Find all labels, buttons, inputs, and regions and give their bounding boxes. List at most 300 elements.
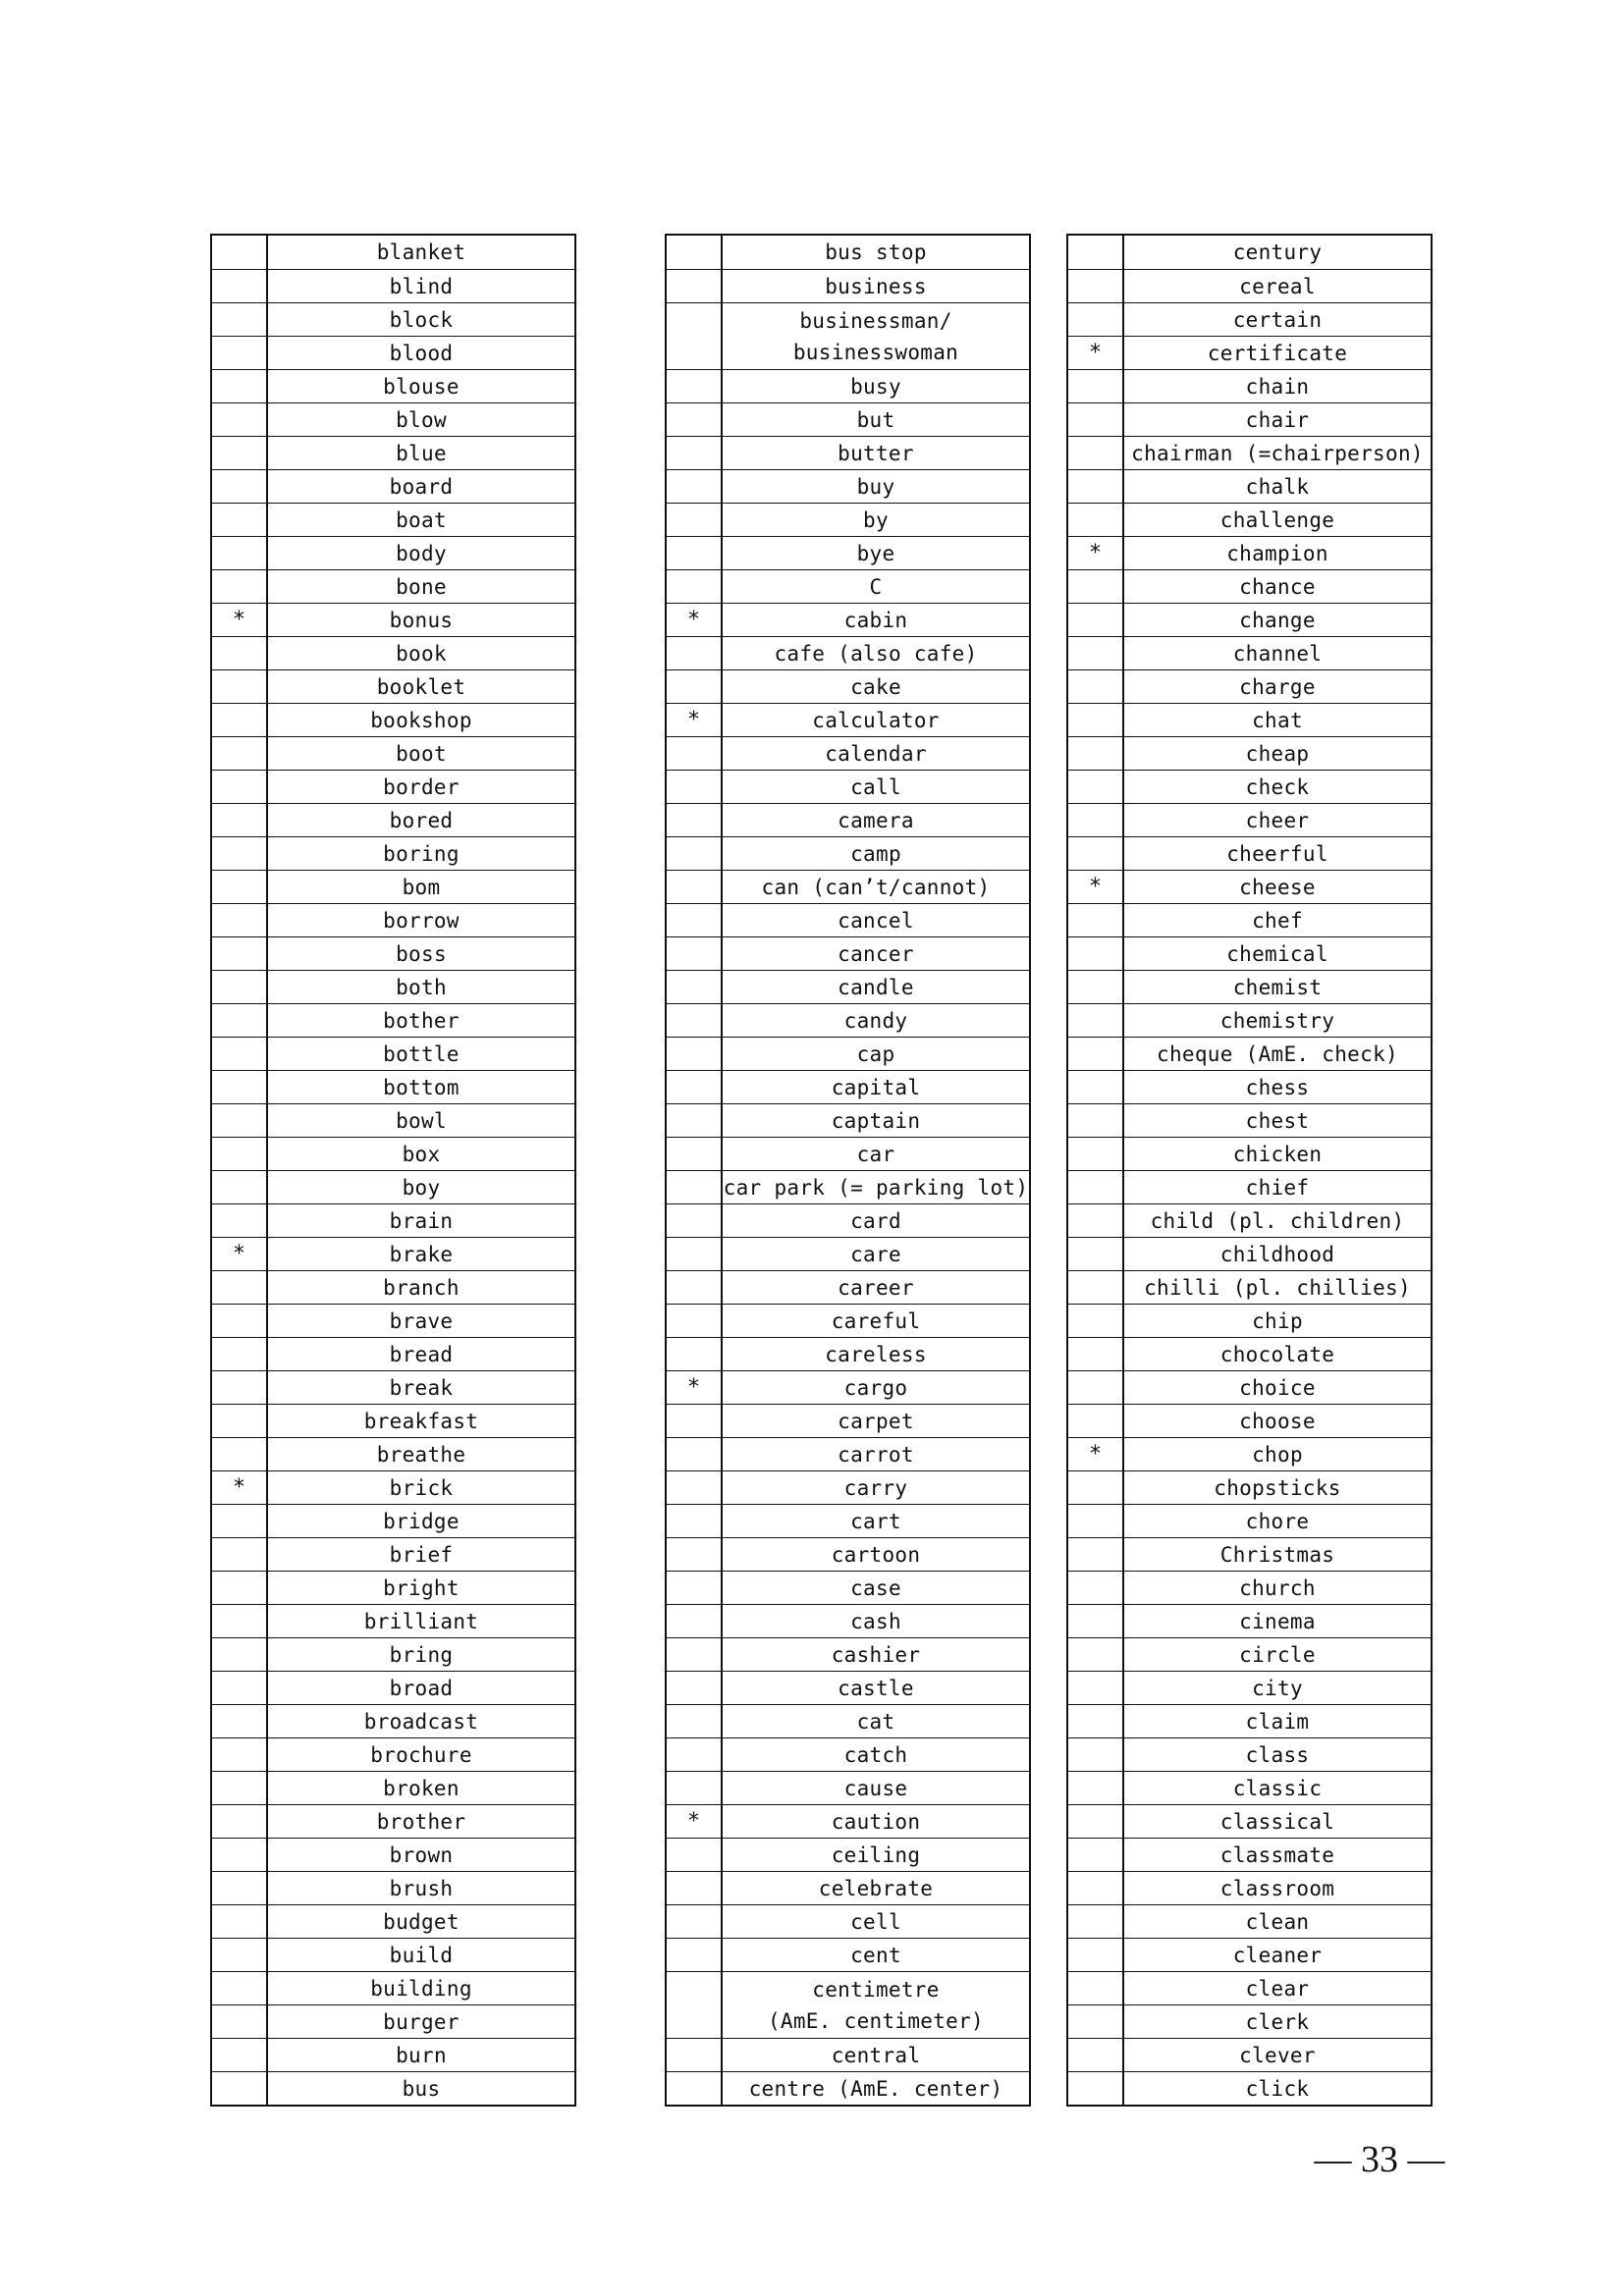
star-mark-cell (667, 2039, 723, 2071)
star-mark-cell (212, 704, 268, 736)
table-row (212, 936, 574, 970)
star-mark-cell (667, 804, 723, 836)
vocabulary-word: chair (1245, 407, 1310, 432)
table-row (667, 1170, 1029, 1203)
vocabulary-word: certain (1232, 307, 1323, 332)
vocabulary-word: cheer (1245, 808, 1310, 832)
star-mark-cell (1068, 804, 1124, 836)
star-mark-cell (212, 1805, 268, 1838)
star-mark-cell (1068, 403, 1124, 436)
vocabulary-word: celebrate (818, 1876, 934, 1900)
vocabulary-word: check (1245, 774, 1310, 799)
star-mark-cell (1068, 1572, 1124, 1604)
table-row (212, 269, 574, 302)
vocabulary-word: chore (1245, 1509, 1310, 1533)
table-row (667, 2071, 1029, 2105)
star-mark-cell (212, 1839, 268, 1871)
table-row (1068, 569, 1431, 603)
vocabulary-word: castle (838, 1676, 914, 1700)
table-row (212, 870, 574, 903)
vocabulary-word: bus (402, 2076, 441, 2101)
vocabulary-word: cargo (843, 1375, 908, 1400)
table-row (212, 1838, 574, 1871)
star-mark-cell (667, 1004, 723, 1037)
star-mark-cell (667, 1271, 723, 1304)
star-mark-cell: * (667, 1371, 723, 1404)
vocabulary-word: by (863, 507, 889, 532)
star-mark-cell (212, 1905, 268, 1938)
vocabulary-word: centimetre (AmE. centimeter) (767, 1977, 985, 2033)
vocabulary-word: champion (1226, 541, 1328, 565)
star-mark-cell (667, 1038, 723, 1070)
vocabulary-word: boring (383, 841, 460, 866)
table-row (1068, 269, 1431, 302)
vocabulary-word: bottom (383, 1075, 460, 1099)
vocabulary-word: budget (383, 1909, 460, 1934)
table-row (212, 1404, 574, 1437)
table-row (667, 1470, 1029, 1504)
table-row (1068, 2004, 1431, 2038)
star-mark-cell (667, 1138, 723, 1170)
star-mark-cell (667, 1338, 723, 1370)
vocabulary-word: C (869, 574, 883, 599)
table-row (212, 336, 574, 369)
table-row (1068, 1237, 1431, 1270)
table-row (1068, 236, 1431, 269)
star-mark-cell (212, 904, 268, 936)
vocabulary-word: bridge (383, 1509, 460, 1533)
table-row (667, 836, 1029, 870)
table-row (667, 436, 1029, 469)
table-row (212, 1604, 574, 1637)
vocabulary-word: chip (1252, 1308, 1303, 1333)
star-mark-cell (212, 1738, 268, 1771)
vocabulary-word: chest (1245, 1108, 1310, 1133)
table-row (212, 603, 574, 636)
vocabulary-word: board (389, 474, 454, 499)
star-mark-cell (1068, 937, 1124, 970)
vocabulary-word: class (1245, 1742, 1310, 1767)
table-row (212, 1571, 574, 1604)
table-row (212, 569, 574, 603)
star-mark-cell (667, 1071, 723, 1103)
star-mark-cell (1068, 1939, 1124, 1971)
star-mark-cell (212, 2039, 268, 2071)
vocabulary-word: blind (389, 274, 454, 298)
vocabulary-word: blood (389, 341, 454, 365)
vocabulary-word: circle (1239, 1642, 1316, 1667)
vocabulary-word: chess (1245, 1075, 1310, 1099)
vocabulary-word: camera (838, 808, 914, 832)
table-row (212, 1737, 574, 1771)
vocabulary-word: bright (383, 1575, 460, 1600)
table-row (212, 836, 574, 870)
vocabulary-word: boot (396, 741, 447, 766)
table-row (212, 1137, 574, 1170)
table-row (667, 2038, 1029, 2071)
star-mark-cell (212, 1939, 268, 1971)
star-mark-cell (1068, 1605, 1124, 1637)
table-row (212, 1304, 574, 1337)
vocabulary-word: brain (389, 1208, 454, 1233)
table-row (212, 736, 574, 770)
star-mark-cell (212, 2072, 268, 2105)
table-row (1068, 369, 1431, 402)
table-row (1068, 1637, 1431, 1671)
table-row (1068, 1504, 1431, 1537)
vocabulary-word: borrow (383, 908, 460, 933)
star-mark-cell (667, 1238, 723, 1270)
vocabulary-word: blow (396, 407, 447, 432)
table-row (212, 1170, 574, 1203)
star-mark-cell (1068, 704, 1124, 736)
star-mark-cell: * (1068, 1438, 1124, 1470)
table-row (667, 1571, 1029, 1604)
table-row (212, 2004, 574, 2038)
star-mark-cell (667, 1438, 723, 1470)
vocabulary-word: centre (AmE. center) (748, 2076, 1003, 2101)
table-row (667, 302, 1029, 369)
star-mark-cell (1068, 504, 1124, 536)
star-mark-cell (212, 1204, 268, 1237)
vocabulary-word: card (850, 1208, 901, 1233)
star-mark-cell: * (667, 704, 723, 736)
star-mark-cell (1068, 303, 1124, 336)
vocabulary-word: build (389, 1943, 454, 1967)
table-row (667, 1270, 1029, 1304)
star-mark-cell (667, 1538, 723, 1571)
vocabulary-word: bookshop (370, 708, 472, 732)
star-mark-cell (667, 370, 723, 402)
table-row (212, 1971, 574, 2004)
vocabulary-word: chalk (1245, 474, 1310, 499)
star-mark-cell (1068, 1805, 1124, 1838)
star-mark-cell (212, 871, 268, 903)
star-mark-cell (212, 504, 268, 536)
vocabulary-word: chemist (1232, 975, 1323, 999)
vocabulary-word: booklet (376, 674, 466, 699)
table-row (667, 1871, 1029, 1904)
star-mark-cell: * (212, 1238, 268, 1270)
star-mark-cell (667, 270, 723, 302)
vocabulary-word: chain (1245, 374, 1310, 399)
vocabulary-word: ceiling (831, 1842, 921, 1867)
table-row (1068, 669, 1431, 703)
star-mark-cell (667, 1104, 723, 1137)
star-mark-cell (667, 1939, 723, 1971)
vocabulary-word: cinema (1239, 1609, 1316, 1633)
table-row (212, 1370, 574, 1404)
vocabulary-word: city (1252, 1676, 1303, 1700)
table-row (1068, 1304, 1431, 1337)
table-row (667, 1237, 1029, 1270)
star-mark-cell (212, 1605, 268, 1637)
star-mark-cell (1068, 437, 1124, 469)
star-mark-cell: * (212, 604, 268, 636)
table-row (1068, 402, 1431, 436)
star-mark-cell (1068, 1071, 1124, 1103)
star-mark-cell (667, 1738, 723, 1771)
vocabulary-table-column-2 (665, 234, 1031, 2107)
star-mark-cell (667, 470, 723, 503)
star-mark-cell (212, 470, 268, 503)
table-row (212, 1504, 574, 1537)
table-row (667, 1003, 1029, 1037)
star-mark-cell (1068, 1705, 1124, 1737)
vocabulary-word: care (850, 1242, 901, 1266)
star-mark-cell (667, 437, 723, 469)
star-mark-cell (1068, 1138, 1124, 1170)
vocabulary-word: cause (843, 1776, 908, 1800)
table-row (212, 1237, 574, 1270)
star-mark-cell (667, 1305, 723, 1337)
star-mark-cell (1068, 1672, 1124, 1704)
vocabulary-word: cheque (AmE. check) (1157, 1041, 1398, 1066)
table-row (667, 1103, 1029, 1137)
table-row (667, 770, 1029, 803)
table-row (212, 1804, 574, 1838)
table-row (1068, 870, 1431, 903)
vocabulary-word: blouse (383, 374, 460, 399)
vocabulary-word: block (389, 307, 454, 332)
vocabulary-word: careful (831, 1308, 921, 1333)
star-mark-cell (667, 771, 723, 803)
star-mark-cell (212, 1572, 268, 1604)
star-mark-cell (667, 1204, 723, 1237)
table-row (1068, 1938, 1431, 1971)
vocabulary-word: chef (1252, 908, 1303, 933)
table-row (1068, 1838, 1431, 1871)
star-mark-cell (1068, 637, 1124, 669)
vocabulary-word: classroom (1219, 1876, 1335, 1900)
page-number: — 33 — (1314, 2139, 1445, 2180)
vocabulary-word: career (838, 1275, 914, 1300)
star-mark-cell (212, 1972, 268, 2004)
table-row (212, 903, 574, 936)
vocabulary-word: box (402, 1142, 441, 1166)
table-row (667, 469, 1029, 503)
star-mark-cell (212, 537, 268, 569)
table-row (212, 369, 574, 402)
vocabulary-word: cafe (also cafe) (774, 641, 978, 666)
table-row (667, 936, 1029, 970)
table-row (667, 1304, 1029, 1337)
table-row (1068, 1737, 1431, 1771)
star-mark-cell (667, 2072, 723, 2105)
star-mark-cell (1068, 1905, 1124, 1938)
table-row (667, 1437, 1029, 1470)
star-mark-cell (1068, 236, 1124, 269)
table-row (667, 369, 1029, 402)
table-row (667, 1604, 1029, 1637)
star-mark-cell (667, 236, 723, 269)
star-mark-cell (212, 771, 268, 803)
star-mark-cell: * (1068, 871, 1124, 903)
star-mark-cell: * (1068, 337, 1124, 369)
vocabulary-word: caution (831, 1809, 921, 1834)
table-row (212, 1771, 574, 1804)
table-row (1068, 1704, 1431, 1737)
star-mark-cell (212, 1038, 268, 1070)
star-mark-cell (667, 303, 723, 369)
table-row (667, 1137, 1029, 1170)
vocabulary-word: bus stop (825, 240, 927, 264)
table-row (1068, 302, 1431, 336)
star-mark-cell (1068, 2005, 1124, 2038)
table-row (212, 1437, 574, 1470)
star-mark-cell (667, 504, 723, 536)
vocabulary-word: challenge (1219, 507, 1335, 532)
vocabulary-word: brilliant (363, 1609, 479, 1633)
vocabulary-table-column-3 (1066, 234, 1433, 2107)
table-row (1068, 770, 1431, 803)
vocabulary-word: cheese (1239, 875, 1316, 899)
vocabulary-word: click (1245, 2076, 1310, 2101)
star-mark-cell (1068, 570, 1124, 603)
star-mark-cell (1068, 270, 1124, 302)
vocabulary-word: break (389, 1375, 454, 1400)
table-row (212, 1871, 574, 1904)
vocabulary-word: cancel (838, 908, 914, 933)
vocabulary-word: bom (402, 875, 441, 899)
star-mark-cell (1068, 737, 1124, 770)
vocabulary-word: butter (838, 441, 914, 465)
vocabulary-word: charge (1239, 674, 1316, 699)
star-mark-cell (1068, 1038, 1124, 1070)
table-row (667, 1737, 1029, 1771)
star-mark-cell (212, 971, 268, 1003)
star-mark-cell (212, 2005, 268, 2038)
star-mark-cell (212, 337, 268, 369)
star-mark-cell (667, 871, 723, 903)
star-mark-cell (212, 1505, 268, 1537)
vocabulary-word: bread (389, 1342, 454, 1366)
vocabulary-word: capital (831, 1075, 921, 1099)
vocabulary-word: chemical (1226, 941, 1328, 966)
vocabulary-word: brief (389, 1542, 454, 1567)
star-mark-cell (212, 236, 268, 269)
vocabulary-word: both (396, 975, 447, 999)
table-row (1068, 503, 1431, 536)
table-row (667, 1203, 1029, 1237)
table-row (1068, 2038, 1431, 2071)
star-mark-cell (212, 737, 268, 770)
vocabulary-word: burger (383, 2009, 460, 2034)
star-mark-cell (667, 1672, 723, 1704)
table-row (667, 669, 1029, 703)
vocabulary-word: brown (389, 1842, 454, 1867)
table-row (667, 1771, 1029, 1804)
vocabulary-word: chop (1252, 1442, 1303, 1467)
star-mark-cell (212, 1104, 268, 1137)
table-row (212, 970, 574, 1003)
vocabulary-word: brother (376, 1809, 466, 1834)
star-mark-cell (667, 1905, 723, 1938)
vocabulary-word: breathe (376, 1442, 466, 1467)
star-mark-cell (212, 1872, 268, 1904)
star-mark-cell (1068, 1738, 1124, 1771)
star-mark-cell (1068, 1238, 1124, 1270)
vocabulary-word: chicken (1232, 1142, 1323, 1166)
star-mark-cell (212, 270, 268, 302)
star-mark-cell (212, 437, 268, 469)
star-mark-cell (667, 1171, 723, 1203)
vocabulary-word: bother (383, 1008, 460, 1033)
star-mark-cell (212, 1672, 268, 1704)
vocabulary-word: clever (1239, 2043, 1316, 2067)
table-row (667, 1537, 1029, 1571)
table-row (667, 503, 1029, 536)
vocabulary-word: catch (843, 1742, 908, 1767)
star-mark-cell (667, 670, 723, 703)
vocabulary-word: cash (850, 1609, 901, 1633)
star-mark-cell (212, 804, 268, 836)
vocabulary-word: brake (389, 1242, 454, 1266)
table-row (1068, 1370, 1431, 1404)
table-row (1068, 1571, 1431, 1604)
star-mark-cell (667, 1839, 723, 1871)
star-mark-cell (212, 1271, 268, 1304)
table-row (212, 302, 574, 336)
vocabulary-word: brick (389, 1475, 454, 1500)
vocabulary-word: bottle (383, 1041, 460, 1066)
table-row (1068, 1537, 1431, 1571)
star-mark-cell (212, 1305, 268, 1337)
star-mark-cell (667, 1705, 723, 1737)
vocabulary-word: branch (383, 1275, 460, 1300)
vocabulary-word: century (1232, 240, 1323, 264)
vocabulary-word: blanket (376, 240, 466, 264)
vocabulary-word: broken (383, 1776, 460, 1800)
vocabulary-word: candy (843, 1008, 908, 1033)
table-row (1068, 1170, 1431, 1203)
table-row (1068, 469, 1431, 503)
vocabulary-word: car park (= parking lot) (723, 1175, 1029, 1200)
vocabulary-word: burn (396, 2043, 447, 2067)
vocabulary-word: carrot (838, 1442, 914, 1467)
vocabulary-word: candle (838, 975, 914, 999)
table-row (667, 870, 1029, 903)
vocabulary-word: carry (843, 1475, 908, 1500)
vocabulary-word: boss (396, 941, 447, 966)
table-row (212, 1470, 574, 1504)
star-mark-cell (1068, 771, 1124, 803)
vocabulary-word: calendar (825, 741, 927, 766)
vocabulary-word: brave (389, 1308, 454, 1333)
table-row (212, 1537, 574, 1571)
table-row (212, 1904, 574, 1938)
table-row (667, 1070, 1029, 1103)
vocabulary-word: blue (396, 441, 447, 465)
star-mark-cell (1068, 1972, 1124, 2004)
table-row (1068, 970, 1431, 1003)
star-mark-cell (1068, 1638, 1124, 1671)
vocabulary-word: chance (1239, 574, 1316, 599)
vocabulary-word: cartoon (831, 1542, 921, 1567)
table-row (1068, 1804, 1431, 1838)
star-mark-cell (212, 303, 268, 336)
table-row (1068, 1771, 1431, 1804)
star-mark-cell (1068, 904, 1124, 936)
star-mark-cell (667, 1772, 723, 1804)
star-mark-cell (212, 637, 268, 669)
vocabulary-word: chocolate (1219, 1342, 1335, 1366)
star-mark-cell: * (212, 1471, 268, 1504)
star-mark-cell (212, 370, 268, 402)
star-mark-cell (1068, 1505, 1124, 1537)
table-row (667, 803, 1029, 836)
table-row (667, 1838, 1029, 1871)
